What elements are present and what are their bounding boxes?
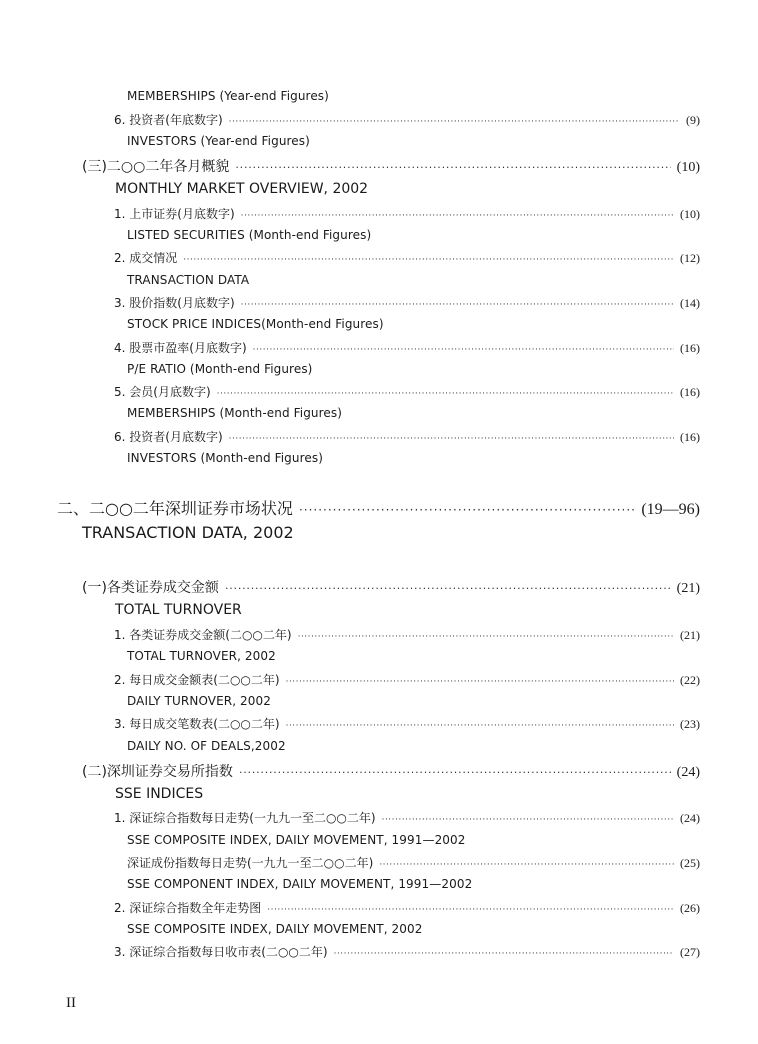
toc-entry-title: 1. 深证综合指数每日走势(一九九一至二○○二年) [114, 811, 376, 825]
toc-entry-en: INVESTORS (Year-end Figures) [127, 134, 310, 148]
toc-entry-title: 5. 会员(月底数字) [114, 385, 211, 399]
toc-page-ref: (27) [680, 945, 700, 959]
toc-section-en: MONTHLY MARKET OVERVIEW, 2002 [115, 181, 369, 197]
toc-chapter-en: TRANSACTION DATA, 2002 [82, 523, 294, 542]
toc-entry-en: DAILY NO. OF DEALS,2002 [127, 739, 286, 753]
toc-entry-title: 2. 成交情况 [114, 251, 178, 265]
toc-page-ref: (10) [676, 160, 700, 175]
toc-page-ref: (22) [680, 673, 700, 687]
toc-entry-title: 3. 股价指数(月底数字) [114, 296, 235, 310]
toc-page-ref: (14) [680, 296, 700, 310]
toc-entry[interactable] [127, 854, 700, 871]
toc-page-ref: (12) [680, 251, 700, 265]
toc-entry-en: SSE COMPONENT INDEX, DAILY MOVEMENT, 1991—2002 [127, 877, 473, 891]
toc-page-ref: (23) [680, 717, 700, 731]
page-number: II [66, 995, 76, 1011]
toc-page-ref: (24) [676, 765, 700, 780]
toc-page-ref: (26) [680, 901, 700, 915]
toc-entry-title: 6. 投资者(月底数字) [114, 430, 223, 444]
toc-page-ref: (16) [680, 341, 700, 355]
toc-page-ref: (21) [676, 581, 700, 596]
dot-leader [379, 856, 674, 868]
toc-entry-title: 2. 每日成交金额表(二○○二年) [114, 673, 280, 687]
toc-entry-en: TRANSACTION DATA [127, 273, 250, 287]
toc-entry[interactable] [114, 294, 700, 311]
toc-page-ref: (25) [680, 856, 700, 870]
dot-leader [299, 499, 635, 515]
toc-page-ref: (10) [680, 207, 700, 221]
toc-entry-title: 1. 各类证券成交金额(二○○二年) [114, 628, 292, 642]
toc-section-en: TOTAL TURNOVER [115, 602, 242, 618]
toc-entry-en: P/E RATIO (Month-end Figures) [127, 362, 313, 376]
toc-entry-title: 3. 深证综合指数每日收市表(二○○二年) [114, 945, 328, 959]
toc-entry-title: 1. 上市证券(月底数字) [114, 207, 235, 221]
toc-entry[interactable] [114, 626, 700, 643]
toc-entry[interactable] [114, 111, 700, 128]
toc-section[interactable] [82, 577, 700, 597]
dot-leader [225, 580, 671, 594]
toc-entry[interactable] [114, 383, 700, 400]
toc-entry-title: 3. 每日成交笔数表(二○○二年) [114, 717, 280, 731]
toc-entry-en: TOTAL TURNOVER, 2002 [127, 649, 276, 663]
toc-entry[interactable] [114, 899, 700, 916]
toc-page-ref: (16) [680, 385, 700, 399]
dot-leader [286, 717, 674, 729]
toc-entry-en: LISTED SECURITIES (Month-end Figures) [127, 228, 372, 242]
toc-section[interactable] [82, 156, 700, 176]
toc-entry[interactable] [114, 205, 700, 222]
toc-chapter[interactable] [57, 496, 700, 519]
toc-page-ref: (19—96) [641, 501, 700, 518]
dot-leader [253, 341, 674, 353]
toc-section-title: (二)深圳证券交易所指数 [82, 764, 233, 780]
toc-entry[interactable] [114, 809, 700, 826]
dot-leader [239, 764, 671, 778]
toc-entry-title: 6. 投资者(年底数字) [114, 113, 223, 127]
toc-entry-en: SSE COMPOSITE INDEX, DAILY MOVEMENT, 1991—2002 [127, 833, 466, 847]
dot-leader [298, 628, 674, 640]
toc-chapter-title: 二、二○○二年深圳证券市场状况 [57, 499, 293, 518]
dot-leader [183, 251, 674, 263]
dot-leader [241, 296, 674, 308]
toc-section-title: (一)各类证券成交金额 [82, 580, 219, 596]
dot-leader [229, 113, 680, 125]
toc-entry[interactable] [114, 943, 700, 960]
toc-page-ref: (21) [680, 628, 700, 642]
dot-leader [286, 673, 674, 685]
toc-entry[interactable] [114, 339, 700, 356]
dot-leader [334, 945, 674, 957]
toc-entry-en: STOCK PRICE INDICES(Month-end Figures) [127, 317, 384, 331]
toc-section-en: SSE INDICES [115, 786, 204, 802]
toc-entry-en: SSE COMPOSITE INDEX, DAILY MOVEMENT, 2002 [127, 922, 423, 936]
toc-entry-en: MEMBERSHIPS (Month-end Figures) [127, 406, 343, 420]
toc-entry-title: 4. 股票市盈率(月底数字) [114, 341, 247, 355]
toc-page-ref: (24) [680, 811, 700, 825]
toc-entry-title: 2. 深证综合指数全年走势图 [114, 901, 262, 915]
toc-entry[interactable] [114, 671, 700, 688]
dot-leader [229, 430, 674, 442]
toc-entry[interactable] [114, 249, 700, 266]
dot-leader [235, 159, 670, 173]
dot-leader [382, 811, 674, 823]
toc-entry-en: INVESTORS (Month-end Figures) [127, 451, 323, 465]
toc-page-ref: (16) [680, 430, 700, 444]
toc-page-ref: (9) [686, 113, 700, 127]
dot-leader [241, 207, 674, 219]
toc-entry[interactable] [114, 715, 700, 732]
toc-section[interactable] [82, 761, 700, 781]
toc-section-title: (三)二○○二年各月概貌 [82, 159, 230, 175]
dot-leader [217, 385, 674, 397]
toc-entry-en: MEMBERSHIPS (Year-end Figures) [127, 89, 329, 103]
toc-entry-title: 深证成份指数每日走势(一九九一至二○○二年) [127, 856, 374, 870]
toc-entry[interactable] [114, 428, 700, 445]
dot-leader [267, 901, 674, 913]
toc-entry-en: DAILY TURNOVER, 2002 [127, 694, 271, 708]
